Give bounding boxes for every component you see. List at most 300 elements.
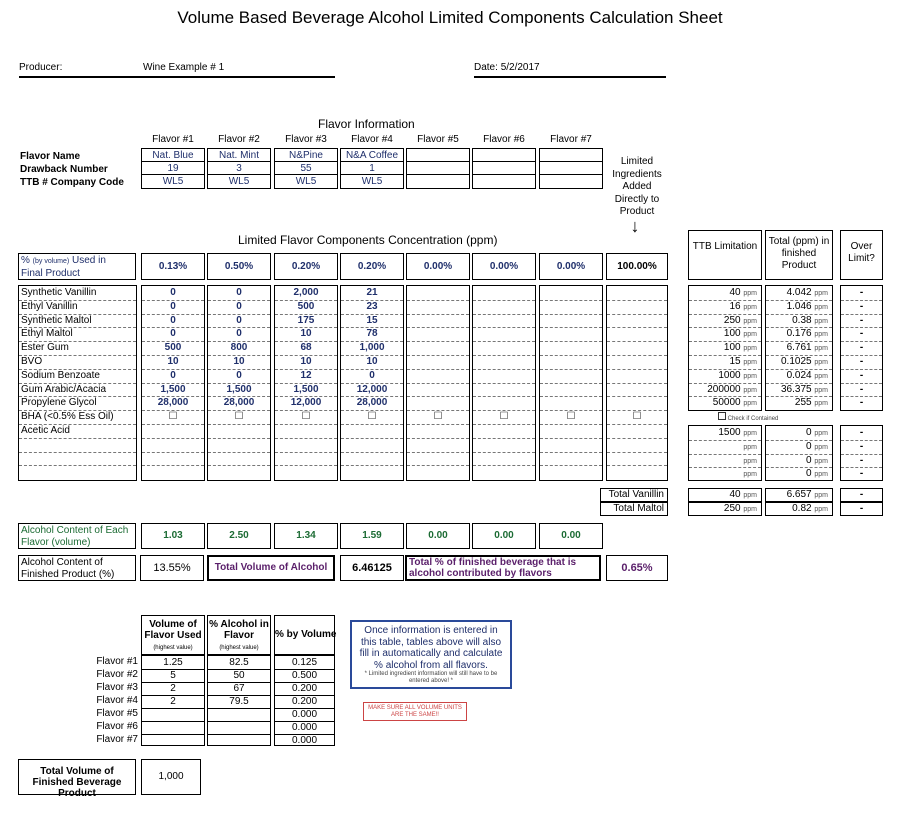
row-divider bbox=[473, 327, 535, 328]
component-column bbox=[274, 285, 338, 481]
pct-used-cell: 0.13% bbox=[141, 253, 205, 280]
row-divider bbox=[473, 465, 535, 466]
row-divider bbox=[473, 438, 535, 439]
pct-by-volume-header: % by Volume bbox=[274, 615, 335, 655]
component-value[interactable]: 10 bbox=[167, 356, 179, 367]
row-divider bbox=[208, 452, 270, 453]
flavor-drawback-cell[interactable]: 3 bbox=[208, 162, 270, 175]
ppm-unit: ppm bbox=[814, 359, 828, 366]
component-value[interactable]: 0 bbox=[236, 328, 242, 340]
bha-checkbox[interactable]: ☐ bbox=[168, 411, 178, 423]
component-column bbox=[472, 285, 536, 481]
total-volume-alcohol-value: 6.46125 bbox=[340, 555, 404, 581]
flavor-name-cell[interactable] bbox=[407, 149, 469, 162]
component-value[interactable]: 0 bbox=[170, 328, 176, 340]
row-divider bbox=[540, 341, 602, 342]
flavor-drawback-cell[interactable]: 1 bbox=[341, 162, 403, 175]
component-value[interactable]: 0 bbox=[170, 369, 176, 381]
component-value[interactable]: 12 bbox=[300, 369, 312, 381]
flavor-code-cell[interactable] bbox=[540, 175, 602, 188]
component-value[interactable]: 175 bbox=[297, 314, 315, 326]
row-divider bbox=[540, 383, 602, 384]
row-divider bbox=[275, 452, 337, 453]
flavor-info-title: Flavor Information bbox=[318, 117, 415, 131]
volume-alc-cell[interactable] bbox=[208, 708, 270, 721]
row-divider bbox=[407, 424, 469, 425]
row-divider bbox=[540, 438, 602, 439]
ttb-limit-value[interactable]: 100 bbox=[723, 342, 741, 354]
flavor-name-cell[interactable]: N&A Coffee bbox=[341, 149, 403, 162]
row-divider bbox=[19, 314, 136, 315]
component-value[interactable]: 1,000 bbox=[359, 342, 385, 354]
ppm-unit: ppm bbox=[814, 471, 828, 479]
flavor-header: Flavor #5 bbox=[417, 134, 459, 145]
ttb-total bbox=[781, 355, 828, 369]
volume-alc-cell[interactable]: 67 bbox=[233, 683, 245, 694]
ppm-unit: ppm bbox=[814, 457, 828, 465]
flavor-code-cell[interactable] bbox=[407, 175, 469, 188]
volume-vol-cell[interactable] bbox=[142, 721, 204, 734]
volume-alc-cell[interactable]: 50 bbox=[233, 670, 245, 681]
component-value[interactable]: 28,000 bbox=[223, 397, 255, 409]
row-divider bbox=[473, 314, 535, 315]
flavor-drawback-cell[interactable]: 19 bbox=[142, 162, 204, 175]
volume-pct-column bbox=[274, 655, 335, 746]
row-divider bbox=[142, 452, 204, 453]
bha-checkbox[interactable]: ☐ bbox=[499, 411, 509, 423]
flavor-code-cell[interactable]: WL5 bbox=[228, 176, 250, 187]
pct-used-label: % (by volume) Used in Final Product bbox=[18, 253, 136, 280]
limited-added-label: Limited Ingredients Added Directly to Product bbox=[612, 156, 662, 217]
component-value[interactable]: 800 bbox=[230, 342, 248, 354]
ttb-total bbox=[806, 454, 828, 468]
total-ppm-header: Total (ppm) in finished Product bbox=[765, 230, 833, 280]
flavor-code-cell[interactable]: WL5 bbox=[162, 176, 184, 187]
ppm-unit: ppm bbox=[814, 506, 828, 513]
total-limit-value: 40 bbox=[729, 489, 741, 500]
ppm-unit: ppm bbox=[814, 443, 828, 451]
flavor-header: Flavor #6 bbox=[483, 134, 525, 145]
flavor-code-cell[interactable]: WL5 bbox=[295, 176, 317, 187]
flavor-info-box bbox=[539, 148, 603, 189]
pct-used-cell: 0.50% bbox=[207, 253, 271, 280]
pct-alcohol-flavors-value: 0.65% bbox=[606, 555, 668, 581]
ttb-total-value: 0.024 bbox=[786, 369, 812, 381]
row-divider bbox=[540, 355, 602, 356]
ttb-limit bbox=[724, 314, 757, 328]
total-beverage-value[interactable]: 1,000 bbox=[141, 759, 201, 795]
ttb-limit bbox=[729, 300, 757, 314]
row-divider bbox=[19, 300, 136, 301]
component-name: Sodium Benzoate bbox=[21, 369, 100, 381]
volume-row-label: Flavor #1 bbox=[96, 656, 138, 667]
component-column bbox=[606, 285, 668, 481]
check-note-checkbox[interactable] bbox=[718, 412, 726, 420]
ttb-total-value: 255 bbox=[794, 397, 812, 409]
row-divider bbox=[407, 369, 469, 370]
component-name: Synthetic Vanillin bbox=[21, 287, 97, 298]
component-value[interactable]: 21 bbox=[366, 287, 378, 298]
pct-used-cell: 0.00% bbox=[472, 253, 536, 280]
ppm-unit: ppm bbox=[814, 400, 828, 408]
component-name: Ethyl Vanillin bbox=[21, 300, 78, 312]
ttb-total bbox=[795, 396, 828, 410]
ttb-limit-column bbox=[688, 285, 762, 411]
ttb-limit-column bbox=[688, 425, 762, 481]
producer-row bbox=[19, 62, 335, 78]
component-value[interactable]: 1,500 bbox=[293, 383, 319, 395]
ppm-unit: ppm bbox=[814, 331, 828, 339]
flavor-header: Flavor #4 bbox=[351, 134, 393, 145]
row-divider bbox=[142, 438, 204, 439]
bha-checkbox[interactable]: ☐ bbox=[234, 411, 244, 423]
component-value[interactable]: 2,000 bbox=[293, 287, 319, 298]
ttb-total-value: 6.761 bbox=[786, 342, 812, 354]
ppm-unit: ppm bbox=[814, 303, 828, 311]
flavor-info-labels bbox=[20, 150, 124, 189]
volume-vol-cell[interactable]: 2 bbox=[170, 683, 176, 694]
ttb-limit-value[interactable]: 1000 bbox=[718, 369, 741, 381]
ttb-total-value: 0 bbox=[806, 427, 812, 438]
row-divider bbox=[540, 465, 602, 466]
row-divider bbox=[540, 300, 602, 301]
ppm-unit: ppm bbox=[743, 492, 757, 499]
total-beverage-label: Total Volume of Finished Beverage Product bbox=[18, 759, 136, 795]
component-column bbox=[539, 285, 603, 481]
row-divider bbox=[19, 355, 136, 356]
row-divider bbox=[473, 396, 535, 397]
component-value[interactable]: 500 bbox=[164, 342, 182, 354]
ttb-total bbox=[806, 440, 828, 454]
ttb-limit-value[interactable]: 250 bbox=[723, 314, 741, 326]
volume-pct-cell: 0.000 bbox=[291, 735, 318, 746]
volume-vol-cell[interactable]: 2 bbox=[170, 696, 176, 707]
component-value[interactable]: 0 bbox=[236, 314, 242, 326]
flavor-name-cell[interactable] bbox=[473, 149, 535, 162]
over-limit-value: - bbox=[859, 397, 864, 409]
ppm-unit: ppm bbox=[814, 386, 828, 394]
ppm-unit: ppm bbox=[814, 345, 828, 353]
volume-alc-column bbox=[207, 655, 271, 746]
component-value[interactable]: 10 bbox=[300, 328, 312, 340]
component-value[interactable]: 68 bbox=[300, 342, 312, 354]
ppm-unit: ppm bbox=[743, 386, 757, 394]
ttb-total-value: 0.176 bbox=[786, 328, 812, 340]
drawback-label: Drawback Number bbox=[20, 164, 108, 175]
row-divider bbox=[19, 383, 136, 384]
component-value[interactable]: 0 bbox=[170, 300, 176, 312]
row-divider bbox=[19, 341, 136, 342]
ttb-limit-value[interactable]: 100 bbox=[723, 328, 741, 340]
arrow-down-icon: ↓ bbox=[630, 216, 640, 236]
component-value[interactable]: 28,000 bbox=[157, 397, 189, 409]
ttb-limit bbox=[724, 327, 757, 341]
bha-checkbox[interactable]: ☐ bbox=[566, 411, 576, 423]
ttb-total-value: 1.046 bbox=[786, 300, 812, 312]
flavor-drawback-cell[interactable] bbox=[407, 162, 469, 175]
total-limit-value: 250 bbox=[723, 503, 741, 514]
flavor-header: Flavor #3 bbox=[285, 134, 327, 145]
check-note: Check if Contained bbox=[718, 412, 778, 422]
row-divider bbox=[607, 341, 667, 342]
component-value[interactable]: 15 bbox=[366, 314, 378, 326]
volume-alc-cell[interactable]: 79.5 bbox=[229, 696, 249, 707]
volume-alc-cell[interactable]: 82.5 bbox=[229, 657, 249, 668]
row-divider bbox=[275, 465, 337, 466]
row-divider bbox=[607, 452, 667, 453]
over-limit-value: - bbox=[859, 369, 864, 381]
bha-checkbox[interactable]: ☐ bbox=[433, 411, 443, 423]
row-divider bbox=[607, 383, 667, 384]
row-divider bbox=[473, 355, 535, 356]
ttb-total-value: 4.042 bbox=[786, 287, 812, 298]
component-value[interactable]: 10 bbox=[300, 356, 312, 367]
volume-header: Volume of Flavor Used (highest value) bbox=[141, 615, 205, 655]
alcohol-each-label: Alcohol Content of Each Flavor (volume) bbox=[18, 523, 136, 549]
row-divider bbox=[407, 383, 469, 384]
units-warning: MAKE SURE ALL VOLUME UNITS ARE THE SAME!! bbox=[363, 702, 467, 721]
row-divider bbox=[19, 396, 136, 397]
component-value[interactable]: 10 bbox=[366, 356, 378, 367]
ppm-unit: ppm bbox=[743, 331, 757, 339]
flavor-name-cell[interactable] bbox=[540, 149, 602, 162]
total-over: - bbox=[840, 502, 883, 516]
volume-pct-cell: 0.000 bbox=[291, 722, 318, 733]
volume-pct-cell: 0.200 bbox=[291, 683, 318, 694]
row-divider bbox=[407, 341, 469, 342]
row-divider bbox=[540, 327, 602, 328]
component-name: Synthetic Maltol bbox=[21, 314, 92, 326]
ttb-total-value: 0.38 bbox=[792, 314, 812, 326]
row-divider bbox=[473, 452, 535, 453]
flavor-info-box bbox=[472, 148, 536, 189]
over-limit-value: - bbox=[859, 454, 864, 466]
component-value[interactable]: 12,000 bbox=[290, 397, 322, 409]
flavor-drawback-cell[interactable]: 55 bbox=[275, 162, 337, 175]
ppm-unit: ppm bbox=[743, 372, 757, 380]
component-value[interactable]: 0 bbox=[236, 369, 242, 381]
ppm-unit: ppm bbox=[743, 303, 757, 311]
volume-alc-cell[interactable] bbox=[208, 734, 270, 747]
total-value bbox=[765, 488, 833, 502]
flavor-code-cell[interactable] bbox=[473, 175, 535, 188]
ppm-unit: ppm bbox=[814, 317, 828, 325]
ttb-limit bbox=[743, 454, 757, 468]
flavor-name-cell[interactable]: Nat. Blue bbox=[142, 149, 204, 162]
ttb-limit bbox=[729, 286, 757, 300]
total-over: - bbox=[840, 488, 883, 502]
flavor-drawback-cell[interactable] bbox=[540, 162, 602, 175]
pct-used-cell: 0.00% bbox=[539, 253, 603, 280]
component-value[interactable]: 0 bbox=[369, 369, 375, 381]
alcohol-each-cell: 0.00 bbox=[472, 523, 536, 549]
component-value[interactable]: 500 bbox=[297, 300, 315, 312]
ppm-unit: ppm bbox=[743, 430, 757, 437]
flavor-name-label: Flavor Name bbox=[20, 151, 81, 162]
row-divider bbox=[607, 465, 667, 466]
volume-vol-cell[interactable]: 1.25 bbox=[163, 657, 183, 668]
ttb-limit bbox=[707, 383, 757, 397]
ttb-limit-value[interactable]: 16 bbox=[729, 300, 741, 312]
row-divider bbox=[341, 452, 403, 453]
alcohol-pct-header: % Alcohol in Flavor (highest value) bbox=[207, 615, 271, 655]
row-divider bbox=[473, 341, 535, 342]
row-divider bbox=[473, 383, 535, 384]
concentration-title: Limited Flavor Components Concentration (ppm) bbox=[238, 233, 498, 247]
total-limit bbox=[688, 488, 762, 502]
flavor-header: Flavor #7 bbox=[550, 134, 592, 145]
row-divider bbox=[540, 396, 602, 397]
ttb-total bbox=[787, 341, 828, 355]
flavor-info-box bbox=[141, 148, 205, 189]
volume-vol-cell[interactable] bbox=[142, 734, 204, 747]
flavor-name-cell[interactable]: Nat. Mint bbox=[208, 149, 270, 162]
pct-used-cell: 0.20% bbox=[340, 253, 404, 280]
ttb-over-column bbox=[840, 285, 883, 411]
component-value[interactable]: 0 bbox=[236, 300, 242, 312]
ttb-total bbox=[806, 426, 828, 440]
ppm-unit: ppm bbox=[743, 443, 757, 451]
row-divider bbox=[19, 410, 136, 411]
flavor-code-cell[interactable]: WL5 bbox=[361, 176, 383, 187]
row-divider bbox=[275, 424, 337, 425]
flavor-header: Flavor #2 bbox=[218, 134, 260, 145]
row-divider bbox=[607, 438, 667, 439]
volume-vol-cell[interactable]: 5 bbox=[170, 670, 176, 681]
alcohol-each-cell: 1.59 bbox=[340, 523, 404, 549]
component-value[interactable]: 12,000 bbox=[356, 383, 388, 395]
component-value[interactable]: 1,500 bbox=[226, 383, 252, 395]
volume-vol-column bbox=[141, 655, 205, 746]
volume-pct-cell: 0.200 bbox=[291, 696, 318, 707]
pct-used-direct: 100.00% bbox=[606, 253, 668, 280]
over-limit-value: - bbox=[859, 342, 864, 354]
volume-alc-cell[interactable] bbox=[208, 721, 270, 734]
ttb-limit-value[interactable]: 50000 bbox=[712, 397, 741, 409]
volume-pct-cell: 0.125 bbox=[291, 657, 318, 668]
date-label: Date: bbox=[474, 62, 498, 73]
row-divider bbox=[407, 438, 469, 439]
component-value[interactable]: 28,000 bbox=[356, 397, 388, 409]
ttb-limit bbox=[724, 341, 757, 355]
ttb-total bbox=[781, 383, 828, 397]
ttb-total-value: 36.375 bbox=[781, 383, 812, 395]
row-divider bbox=[607, 396, 667, 397]
over-limit-value: - bbox=[859, 287, 864, 298]
row-divider bbox=[407, 327, 469, 328]
over-limit-value: - bbox=[859, 356, 864, 367]
producer-value[interactable]: Wine Example # 1 bbox=[143, 62, 225, 73]
row-divider bbox=[540, 452, 602, 453]
ttb-total-value: 0 bbox=[806, 454, 812, 466]
component-name: Ethyl Maltol bbox=[21, 328, 73, 340]
component-value[interactable]: 10 bbox=[233, 356, 245, 367]
row-divider bbox=[19, 369, 136, 370]
row-divider bbox=[341, 424, 403, 425]
bha-checkbox[interactable]: ☐ bbox=[632, 411, 642, 423]
ppm-unit: ppm bbox=[814, 372, 828, 380]
ppm-unit: ppm bbox=[743, 457, 757, 465]
component-name: Acetic Acid bbox=[21, 425, 70, 436]
date-row bbox=[474, 62, 666, 78]
component-value[interactable]: 0 bbox=[236, 287, 242, 298]
component-name: BHA (<0.5% Ess Oil) bbox=[21, 411, 114, 423]
row-divider bbox=[407, 396, 469, 397]
flavor-drawback-cell[interactable] bbox=[473, 162, 535, 175]
volume-row-label: Flavor #2 bbox=[96, 669, 138, 680]
ttb-limit-value[interactable]: 200000 bbox=[707, 383, 741, 395]
total-value bbox=[765, 502, 833, 516]
component-value[interactable]: 0 bbox=[170, 314, 176, 326]
flavor-info-box bbox=[406, 148, 470, 189]
row-divider bbox=[407, 300, 469, 301]
over-limit-value: - bbox=[859, 468, 864, 480]
info-note: Once information is entered in this table, tables above will also fill in automatically and calculate % alcohol from all flavors. * Limited ingredient information will still have to be entered above! * bbox=[350, 620, 512, 689]
flavor-name-cell[interactable]: N&Pine bbox=[275, 149, 337, 162]
pct-used-cell: 0.00% bbox=[406, 253, 470, 280]
total-value-number: 6.657 bbox=[786, 489, 812, 500]
ttb-total bbox=[787, 327, 828, 341]
bha-checkbox[interactable]: ☐ bbox=[301, 411, 311, 423]
over-limit-value: - bbox=[859, 383, 864, 395]
ppm-unit: ppm bbox=[814, 290, 828, 297]
row-divider bbox=[142, 424, 204, 425]
ppm-unit: ppm bbox=[743, 359, 757, 366]
row-divider bbox=[607, 327, 667, 328]
alcohol-finished-label: Alcohol Content of Finished Product (%) bbox=[18, 555, 136, 581]
over-limit-header: Over Limit? bbox=[840, 230, 883, 280]
component-value[interactable]: 78 bbox=[366, 328, 378, 340]
producer-label: Producer: bbox=[19, 62, 63, 73]
total-label: Total Maltol bbox=[600, 502, 668, 516]
ttb-limit-value[interactable]: 40 bbox=[729, 287, 741, 298]
row-divider bbox=[19, 327, 136, 328]
bha-checkbox[interactable]: ☐ bbox=[367, 411, 377, 423]
row-divider bbox=[607, 300, 667, 301]
ttb-total bbox=[806, 467, 828, 481]
alcohol-each-cell: 0.00 bbox=[539, 523, 603, 549]
ttb-total-column bbox=[765, 285, 833, 411]
row-divider bbox=[19, 465, 136, 466]
ppm-unit: ppm bbox=[743, 317, 757, 325]
volume-row-label: Flavor #4 bbox=[96, 695, 138, 706]
component-value[interactable]: 23 bbox=[366, 300, 378, 312]
ttb-over-column bbox=[840, 425, 883, 481]
total-value-number: 0.82 bbox=[792, 503, 812, 514]
total-limit bbox=[688, 502, 762, 516]
row-divider bbox=[208, 465, 270, 466]
row-divider bbox=[473, 300, 535, 301]
alcohol-each-cell: 1.03 bbox=[141, 523, 205, 549]
date-value[interactable]: 5/2/2017 bbox=[500, 62, 540, 73]
ttb-limit-value[interactable]: 15 bbox=[729, 356, 741, 367]
ppm-unit: ppm bbox=[743, 345, 757, 353]
flavor-header: Flavor #1 bbox=[152, 134, 194, 145]
over-limit-value: - bbox=[859, 427, 864, 438]
over-limit-value: - bbox=[859, 300, 864, 312]
volume-row-label: Flavor #3 bbox=[96, 682, 138, 693]
component-name: Ester Gum bbox=[21, 342, 69, 354]
volume-vol-cell[interactable] bbox=[142, 708, 204, 721]
row-divider bbox=[473, 369, 535, 370]
component-value[interactable]: 1,500 bbox=[160, 383, 186, 395]
flavor-info-box bbox=[274, 148, 338, 189]
row-divider bbox=[142, 465, 204, 466]
component-value[interactable]: 0 bbox=[170, 287, 176, 298]
alcohol-each-cell: 2.50 bbox=[207, 523, 271, 549]
ttb-limit-value[interactable]: 1500 bbox=[718, 427, 741, 438]
row-divider bbox=[407, 465, 469, 466]
